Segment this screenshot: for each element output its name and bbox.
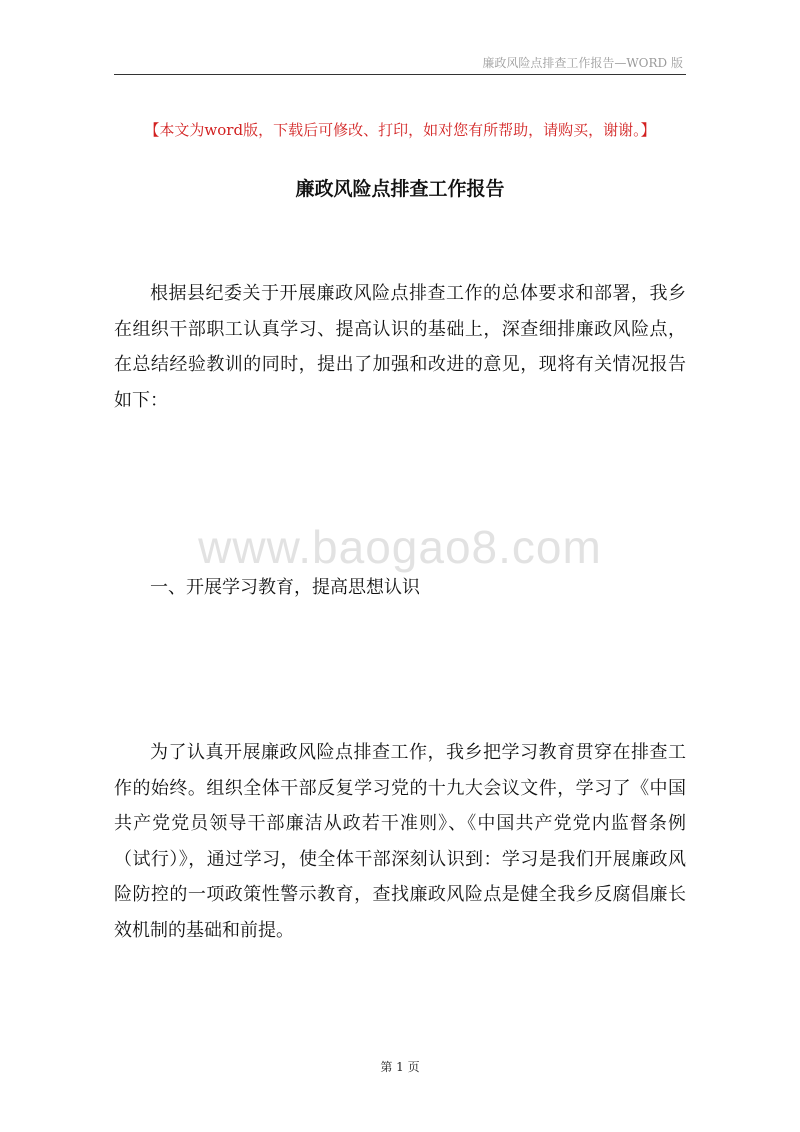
page-number: 第 1 页 [380, 1060, 420, 1074]
download-notice: 【本文为word版，下载后可修改、打印，如对您有所帮助，请购买，谢谢。】 [144, 121, 656, 139]
watermark: www.baogao8.com [198, 521, 602, 573]
running-header: 廉政风险点排查工作报告—WORD 版 [482, 56, 683, 70]
header-divider [114, 74, 686, 75]
paragraph-study: 为了认真开展廉政风险点排查工作，我乡把学习教育贯穿在排查工作的始终。组织全体干部反复学习党的十九大会议文件，学习了《中国共产党党员领导干部廉洁从政若干准则》、《中国共产党党内监督条例（试行）》，通过学习，使全体干部深刻认识到：学习是我们开展廉政风险防控的一项政策性警示教育，查找廉政风险点是健全我乡反腐倡廉长效机制的基础和前提。 [114, 742, 686, 941]
paragraph-intro: 根据县纪委关于开展廉政风险点排查工作的总体要求和部署，我乡在组织干部职工认真学习、提高认识的基础上，深查细排廉政风险点，在总结经验教训的同时，提出了加强和改进的意见，现将有关情况报告如下： [114, 283, 686, 411]
section-heading: 一、开展学习教育，提高思想认识 [150, 577, 420, 598]
document-title: 廉政风险点排查工作报告 [295, 178, 505, 200]
